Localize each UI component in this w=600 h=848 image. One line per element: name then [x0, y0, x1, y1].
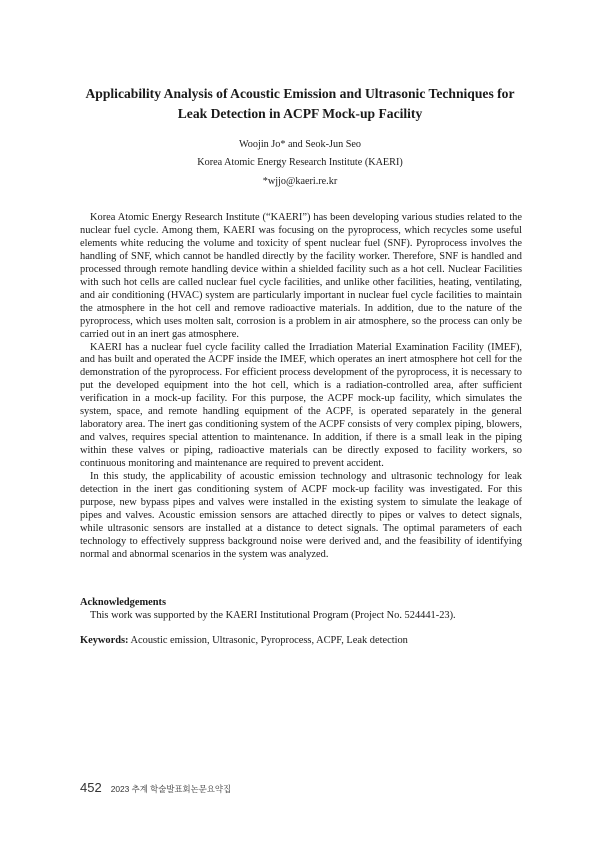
page-number: 452 — [80, 780, 102, 795]
abstract-paragraph-2: KAERI has a nuclear fuel cycle facility called the Irradiation Material Examination Facility (IMEF), and has built and operated the ACPF inside the IMEF, which operates an inert atmosphere hot cell for the demonstration of the pyroprocess. For efficient process development of the pyroprocess, it is necessary to put the developed equipment into the hot cell, which is a radiation-controlled area, after sufficient verification in a mock-up facility. For this purpose, the ACPF mock-up facility, which simulates the system, space, and remote handling equipment of the ACPF, is operated separately in the general laboratory area. The inert gas conditioning system of the ACPF consists of very complex piping, blowers, and valves, requires special attention to maintenance. In addition, if there is a small leak in the piping within these valves or piping, radioactive materials can be directly exposed to facility workers, so continuous monitoring and maintenance are required to prevent accident. — [80, 341, 522, 470]
keywords-line — [80, 635, 522, 646]
acknowledgements-text: This work was supported by the KAERI Institutional Program (Project No. 524441-23). — [90, 610, 456, 621]
paper-title — [70, 84, 530, 124]
title-line-1: Applicability Analysis of Acoustic Emission and Ultrasonic Techniques for — [85, 86, 515, 101]
affiliation: Korea Atomic Energy Research Institute (KAERI) — [197, 157, 403, 168]
title-line-2: Leak Detection in ACPF Mock-up Facility — [177, 106, 423, 121]
abstract-paragraph-1: Korea Atomic Energy Research Institute (“KAERI”) has been developing various studies related to the nuclear fuel cycle. Among them, KAERI was focusing on the pyroprocess, which recycles some useful elements white reducing the volume and toxicity of spent nuclear fuel (SNF). Pyroprocess involves the handling of SNF, which cannot be handled directly by the facility worker. Therefore, SNF is handled and processed through remote handling device within a shielded facility such as a hot cell. Nuclear Facilities with such hot cells are called nuclear fuel cycle facilities, and unlike other facilities, heating, ventilating, and air conditioning (HVAC) system are particularly important in nuclear fuel cycle facilities to maintain the atmosphere in the hot cell and remove radioactive materials. In addition, due to the nature of the pyroprocess, which uses molten salt, corrosion is a problem in air atmosphere, so the process can only be carried out in an inert gas atmosphere. — [80, 212, 522, 340]
abstract-body — [80, 212, 522, 562]
proceedings-title: 2023 추계 학술발표회논문요약집 — [110, 784, 232, 794]
abstract-paragraph-3: In this study, the applicability of acoustic emission technology and ultrasonic technology for leak detection in the inert gas conditioning system of ACPF mock-up facility was investigated. For this purpose, new bypass pipes and valves were installed in the existing system to simulate the leakage of pipes and valves. Acoustic emission sensors are attached directly to pipes or valves to detect signals, while ultrasonic sensors are installed at a distance to detect signals. The optimal parameters of each technology to effectively suppress background noise were derived and, and the feasibility of identifying normal and abnormal scenarios in the system was analyzed. — [80, 471, 522, 560]
page-footer — [80, 780, 231, 795]
authors: Woojin Jo* and Seok-Jun Seo — [239, 139, 361, 150]
acknowledgements-heading: Acknowledgements — [80, 597, 167, 608]
keywords-label: Keywords: — [80, 635, 129, 646]
keywords-text: Acoustic emission, Ultrasonic, Pyroprocess, ACPF, Leak detection — [128, 635, 408, 646]
author-email: *wjjo@kaeri.re.kr — [262, 176, 338, 187]
